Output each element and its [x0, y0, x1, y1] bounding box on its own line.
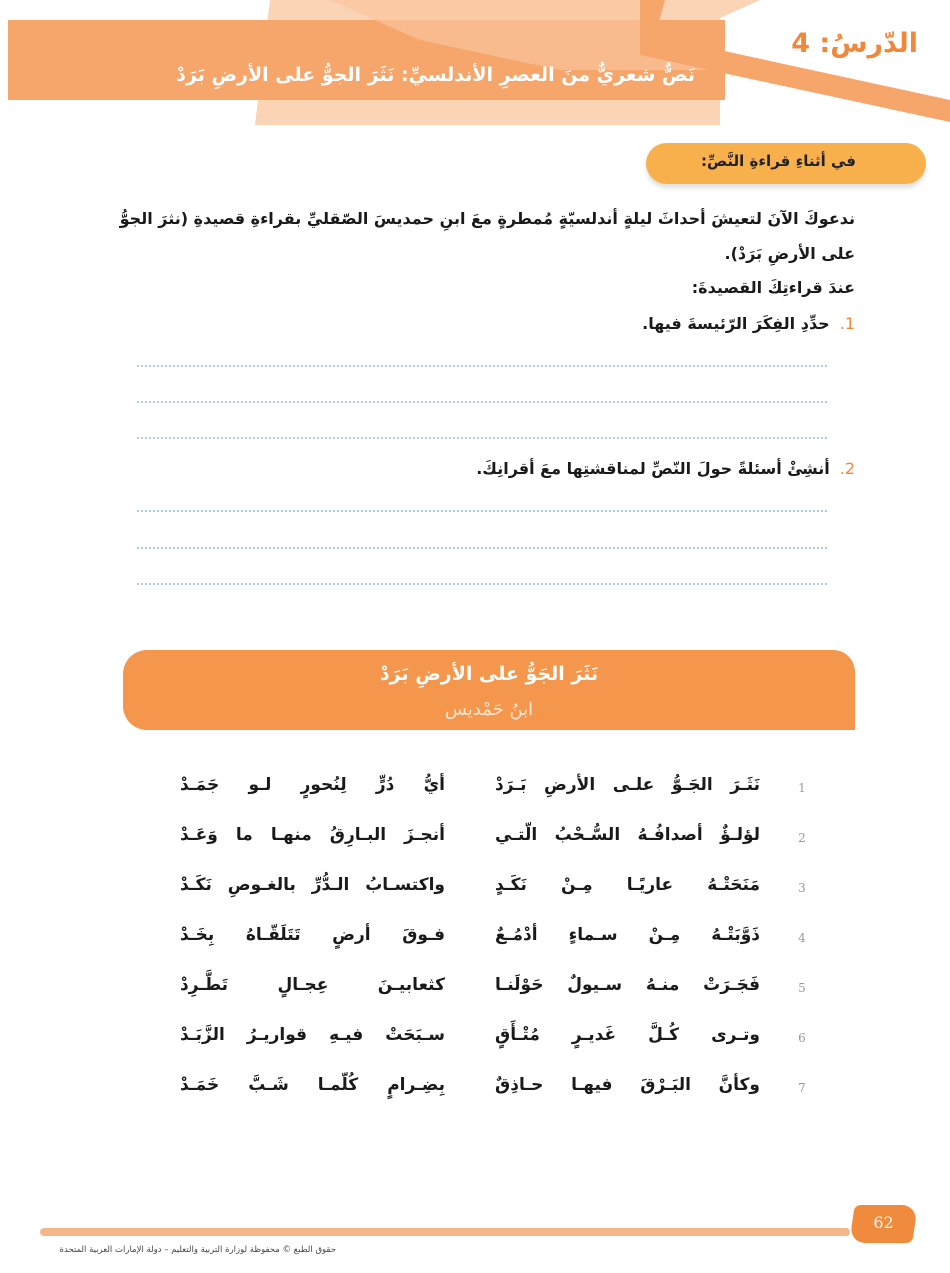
verse-word: تَتَلَقّـاهُ	[245, 925, 301, 945]
verse-word: السُّـحْبُ	[554, 825, 621, 845]
verse-word: مَنَحَتْـهُ	[707, 875, 760, 895]
question-1	[642, 314, 855, 333]
answer-line[interactable]	[137, 583, 827, 585]
verse-second-hemistich	[180, 1075, 445, 1095]
verse-word: عاريًـا	[626, 875, 674, 895]
verse-first-hemistich	[495, 1025, 760, 1045]
reading-section-heading: في أثناءِ قراءةِ النَّصِّ:	[700, 152, 856, 170]
poem-verse	[130, 925, 810, 955]
verse-word: البَـرْقَ	[640, 1075, 691, 1095]
page-number: 62	[873, 1213, 894, 1232]
verse-word: فيـهِ	[329, 1025, 364, 1045]
verse-number: 4	[798, 931, 806, 945]
verse-word: لِنُحورٍ	[300, 775, 347, 795]
verse-number: 6	[798, 1031, 806, 1045]
verse-word: حَوْلَنـا	[495, 975, 544, 995]
verse-word: سـبَحَتْ	[385, 1025, 445, 1045]
reading-section-heading-pill	[646, 143, 926, 184]
verse-word: سـيولٌ	[567, 975, 623, 995]
poem-verse	[130, 775, 810, 805]
question-2-number: 2.	[839, 459, 855, 478]
question-1-number: 1.	[839, 314, 855, 333]
poem-verse	[130, 875, 810, 905]
header-banner	[0, 0, 950, 125]
verse-word: الأرضِ	[544, 775, 596, 795]
verse-number: 5	[798, 981, 806, 995]
verse-word: فَجَـرَتْ	[703, 975, 760, 995]
verse-second-hemistich	[180, 1025, 445, 1045]
verse-word: الزَّبَـدْ	[180, 1025, 225, 1045]
verse-number: 3	[798, 881, 806, 895]
verse-word: أصدافُـهُ	[637, 825, 703, 845]
verse-second-hemistich	[180, 775, 445, 795]
poem-verse	[130, 825, 810, 855]
verse-first-hemistich	[495, 875, 760, 895]
verse-word: الـدُّرِّ	[311, 875, 350, 895]
verse-word: قواريـرُ	[246, 1025, 308, 1045]
verse-word: الّتـي	[495, 825, 538, 845]
verse-word: منهـا	[270, 825, 312, 845]
verse-word: ذَوَّبَتْـهُ	[711, 925, 760, 945]
question-2-text: أنشِئْ أسئلةً حولَ النّصِّ لمناقشتِها معَ أقرانِكَ.	[476, 459, 830, 478]
question-1-text: حدِّدِ الفِكَرَ الرّئيسةَ فيها.	[642, 314, 830, 333]
verse-first-hemistich	[495, 925, 760, 945]
poem-title: نَثَرَ الجَوُّ على الأرضِ بَرَدْ	[379, 663, 599, 685]
verse-second-hemistich	[180, 925, 445, 945]
lesson-number-title: الدّرسُ: 4	[791, 28, 918, 59]
verse-first-hemistich	[495, 825, 760, 845]
poem-verse	[130, 975, 810, 1005]
verse-word: منـهُ	[645, 975, 680, 995]
verse-word: دُرٍّ	[375, 775, 395, 795]
verse-word: أدْمُـعٌ	[495, 925, 538, 945]
verse-word: غَديـرٍ	[571, 1025, 617, 1045]
verse-word: فيهـا	[571, 1075, 613, 1095]
verse-word: بالغـوصِ	[227, 875, 296, 895]
verse-word: جَمَـدْ	[180, 775, 220, 795]
verse-word: أيُّ	[423, 775, 445, 795]
verse-word: بِضِـرامٍ	[387, 1075, 445, 1095]
intro-paragraph-line-2: على الأرضِ بَرَدْ).	[724, 244, 855, 263]
verse-number: 2	[798, 831, 806, 845]
verse-word: علـى	[612, 775, 655, 795]
question-2	[476, 459, 855, 478]
verse-first-hemistich	[495, 1075, 760, 1095]
verse-word: مِـنْ	[561, 875, 593, 895]
answer-line[interactable]	[137, 365, 827, 367]
intro-paragraph-line-1: ندعوكَ الآنَ لتعيشَ أحداثَ ليلةٍ أندلسيّةٍ مُمطرةٍ معَ ابنِ حمديسَ الصّقليِّ بقراءةِ قصيدةِ (نثرَ الجوُّ	[119, 209, 855, 228]
verse-word: وَعَـدْ	[180, 825, 218, 845]
verse-word: واكتسـابُ	[365, 875, 445, 895]
verse-word: بَـرَدْ	[495, 775, 527, 795]
verse-number: 1	[798, 781, 806, 795]
answer-line[interactable]	[137, 401, 827, 403]
verse-word: ما	[235, 825, 253, 845]
verse-first-hemistich	[495, 975, 760, 995]
poem-verse	[130, 1025, 810, 1055]
verse-word: كُـلَّ	[648, 1025, 680, 1045]
answer-line[interactable]	[137, 437, 827, 439]
poem-author: ابنُ حَمْديس	[444, 699, 534, 720]
verse-word: لؤلـؤٌ	[720, 825, 760, 845]
verse-word: فـوقَ	[402, 925, 445, 945]
verse-second-hemistich	[180, 975, 445, 995]
verse-word: كُلّمـا	[317, 1075, 359, 1095]
verse-second-hemistich	[180, 825, 445, 845]
verse-word: نَكَـدٍ	[495, 875, 527, 895]
intro-paragraph-line-3: عندَ قراءتِكَ القصيدةَ:	[691, 278, 855, 297]
verse-word: مِـنْ	[648, 925, 681, 945]
verse-word: كثعابيـنَ	[377, 975, 445, 995]
verse-word: بِخَـدْ	[180, 925, 215, 945]
copyright-notice: حقوق الطبع © محفوظة لوزارة التربية والتعليم – دولة الإمارات العربية المتحدة	[59, 1245, 336, 1255]
poem-verse	[130, 1075, 810, 1105]
verse-word: سـماءٍ	[568, 925, 618, 945]
verse-second-hemistich	[180, 875, 445, 895]
verse-word: الجَـوُّ	[671, 775, 713, 795]
verse-word: أنجـزَ	[404, 825, 445, 845]
footer-bar	[40, 1228, 850, 1236]
verse-word: حـاذِقٌ	[495, 1075, 544, 1095]
verse-first-hemistich	[495, 775, 760, 795]
verse-word: البـارِقُ	[329, 825, 387, 845]
verse-word: وتـرى	[711, 1025, 760, 1045]
verse-word: مُتْـأَقٍ	[495, 1025, 540, 1045]
verse-word: عِجـالٍ	[277, 975, 329, 995]
lesson-subtitle: نَصٌّ شعريٌّ منَ العصرِ الأندلسيِّ: نَثَرَ الجوُّ على الأرضِ بَرَدْ	[176, 64, 695, 86]
verse-word: نَكَـدْ	[180, 875, 212, 895]
verse-word: تَطَّـرِدْ	[180, 975, 229, 995]
verse-word: شَـبَّ	[248, 1075, 289, 1095]
verse-number: 7	[798, 1081, 806, 1095]
answer-line[interactable]	[137, 547, 827, 549]
answer-line[interactable]	[137, 510, 827, 512]
verse-word: وكأنَّ	[718, 1075, 760, 1095]
verse-word: لـو	[248, 775, 272, 795]
verse-word: خَمَـدْ	[180, 1075, 220, 1095]
verse-word: أرضٍ	[332, 925, 371, 945]
verse-word: نَثَـرَ	[730, 775, 760, 795]
